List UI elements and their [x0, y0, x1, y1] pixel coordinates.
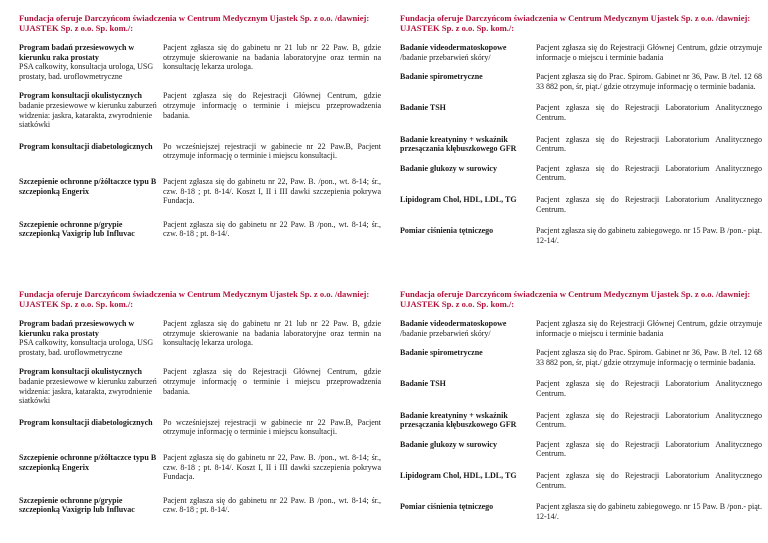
service-subtitle: /badanie przebarwień skóry/	[400, 328, 491, 338]
service-title: Badanie TSH	[400, 103, 446, 113]
service-description: Pacjent zgłasza się do Rejestracji Laboratorium Analitycznego Centrum.	[536, 410, 762, 430]
service-title: Szczepienie ochronne p/żółtaczce typu B szczepionką Engerix	[19, 452, 157, 472]
service-title: Badanie spirometryczne	[400, 348, 483, 358]
service-description: Pacjent zgłasza się do Rejestracji Głównej Centrum, gdzie otrzymuje informację o terminie i miejscu przeprowadzenia badania.	[163, 91, 381, 120]
service-description: Pacjent zgłasza się do gabinetu nr 22 Paw. B /pon., wt. 8-14; śr., czw. 8-18 ; pt. 8-14/.	[163, 495, 381, 515]
service-row	[400, 164, 766, 183]
service-row	[400, 319, 766, 338]
service-row	[19, 453, 385, 482]
service-description: Pacjent zgłasza się do Rejestracji Laboratorium Analitycznego Centrum.	[536, 134, 762, 154]
service-title: Program konsultacji diabetologicznych	[19, 141, 153, 151]
service-description: Pacjent zgłasza się do Rejestracji Laboratorium Analitycznego Centrum.	[536, 439, 762, 459]
service-description: Po wcześniejszej rejestracji w gabinecie nr 22 Paw.B, Pacjent otrzymuje informację o terminie i miejscu konsultacji.	[163, 141, 381, 161]
service-row	[400, 502, 766, 521]
service-subtitle: PSA całkowity, konsultacja urologa, USG prostaty, bad. uroflowmetryczne	[19, 338, 154, 357]
service-subtitle: /badanie przebarwień skóry/	[400, 52, 491, 62]
service-subtitle: badanie przesiewowe w kierunku zaburzeń widzenia: jaskra, katarakta, zwyrodnienie siatkówki	[19, 100, 157, 130]
service-row	[19, 91, 385, 129]
panel-header: Fundacja oferuje Darczyńcom świadczenia w Centrum Medycznym Ujastek Sp. z o.o. /dawniej: UJASTEK Sp. z o.o. Sp. kom./:	[400, 13, 751, 33]
service-row	[19, 367, 385, 405]
service-row	[19, 220, 385, 239]
service-description: Pacjent zgłasza się do gabinetu nr 22, Paw. B. /pon., wt. 8-14; śr., czw. 8-18 ; pt. 8-14/. Koszt I, II i III dawki szczepienia pokrywa Fundacja.	[163, 452, 381, 482]
panel-top-right	[400, 13, 766, 251]
service-title: Program konsultacji diabetologicznych	[19, 417, 153, 427]
service-row	[400, 379, 766, 398]
service-row	[19, 43, 385, 81]
service-row	[19, 496, 385, 515]
service-row	[19, 142, 385, 161]
service-row	[400, 411, 766, 430]
service-description: Pacjent zgłasza się do Rejestracji Laboratorium Analitycznego Centrum.	[536, 470, 762, 490]
service-title: Badanie spirometryczne	[400, 72, 483, 82]
service-row	[19, 418, 385, 437]
service-description: Pacjent zgłasza się do Rejestracji Laboratorium Analitycznego Centrum.	[536, 379, 762, 398]
service-description: Pacjent zgłasza się do gabinetu nr 22 Paw. B /pon., wt. 8-14; śr., czw. 8-18 ; pt. 8-14/.	[163, 219, 381, 239]
service-subtitle: PSA całkowity, konsultacja urologa, USG prostaty, bad. uroflowmetryczne	[19, 62, 154, 81]
service-subtitle: badanie przesiewowe w kierunku zaburzeń widzenia: jaskra, katarakta, zwyrodnienie siatkówki	[19, 376, 157, 406]
service-row	[400, 471, 766, 490]
service-description: Pacjent zgłasza się do gabinetu zabiegowego. nr 15 Paw. B /pon.- piąt. 12-14/.	[536, 502, 762, 521]
service-title: Badanie TSH	[400, 379, 446, 389]
service-title: Program konsultacji okulistycznych	[19, 91, 142, 101]
service-description: Pacjent zgłasza się do Prac. Spirom. Gabinet nr 36, Paw. B /tel. 12 68 33 882 pon, śr, piąt./ gdzie otrzymuje informację o terminie badania.	[536, 72, 762, 91]
service-row	[400, 43, 766, 62]
service-row	[400, 103, 766, 122]
service-title: Lipidogram Chol, HDL, LDL, TG	[400, 194, 517, 204]
service-title: Badanie videodermatoskopowe	[400, 319, 507, 328]
panel-header: Fundacja oferuje Darczyńcom świadczenia w Centrum Medycznym Ujastek Sp. z o.o. /dawniej: UJASTEK Sp. z o.o. Sp. kom./:	[400, 289, 751, 309]
service-description: Pacjent zgłasza się do Rejestracji Głównej Centrum, gdzie otrzymuje informacje o miejscu i terminie badania	[536, 43, 762, 62]
service-description: Pacjent zgłasza się do Rejestracji Laboratorium Analitycznego Centrum.	[536, 103, 762, 122]
service-title: Program badań przesiewowych w kierunku raka prostaty	[19, 43, 135, 62]
service-row	[400, 195, 766, 214]
service-title: Szczepienie ochronne p/żółtaczce typu B szczepionką Engerix	[19, 176, 157, 196]
service-title: Szczepienie ochronne p/grypie szczepionką Vaxigrip lub Influvac	[19, 495, 135, 515]
service-row	[400, 440, 766, 459]
service-row	[400, 226, 766, 245]
service-title: Program konsultacji okulistycznych	[19, 367, 142, 377]
service-row	[19, 177, 385, 206]
service-description: Pacjent zgłasza się do Rejestracji Laboratorium Analitycznego Centrum.	[536, 194, 762, 214]
service-title: Szczepienie ochronne p/grypie szczepionką Vaxigrip lub Influvac	[19, 219, 135, 239]
service-title: Program badań przesiewowych w kierunku raka prostaty	[19, 319, 135, 338]
service-title: Lipidogram Chol, HDL, LDL, TG	[400, 470, 517, 480]
service-description: Pacjent zgłasza się do gabinetu zabiegowego. nr 15 Paw. B /pon.- piąt. 12-14/.	[536, 226, 762, 245]
panel-bottom-left	[19, 289, 385, 521]
service-title: Badanie kreatyniny + wskaźnik przesączania kłębuszkowego GFR	[400, 410, 517, 430]
service-description: Pacjent zgłasza się do Rejestracji Głównej Centrum, gdzie otrzymuje informacje o miejscu i terminie badania	[536, 319, 762, 338]
service-description: Pacjent zgłasza się do gabinetu nr 21 lub nr 22 Paw. B, gdzie otrzymuje skierowanie na badania laboratoryjne oraz termin na konsultację lekarza urologa.	[163, 319, 381, 348]
panel-bottom-right	[400, 289, 766, 527]
service-title: Badanie videodermatoskopowe	[400, 43, 507, 52]
service-description: Pacjent zgłasza się do gabinetu nr 21 lub nr 22 Paw. B, gdzie otrzymuje skierowanie na badania laboratoryjne oraz termin na konsultację lekarza urologa.	[163, 43, 381, 72]
panel-top-left	[19, 13, 385, 245]
service-row	[400, 135, 766, 154]
panel-header: Fundacja oferuje Darczyńcom świadczenia w Centrum Medycznym Ujastek Sp. z o.o. /dawniej: UJASTEK Sp. z o.o. Sp. kom./:	[19, 289, 370, 309]
service-description: Pacjent zgłasza się do gabinetu nr 22, Paw. B. /pon., wt. 8-14; śr., czw. 8-18 ; pt. 8-14/. Koszt I, II i III dawki szczepienia pokrywa Fundacja.	[163, 176, 381, 206]
service-title: Badanie glukozy w surowicy	[400, 163, 497, 173]
service-description: Po wcześniejszej rejestracji w gabinecie nr 22 Paw.B, Pacjent otrzymuje informację o terminie i miejscu konsultacji.	[163, 417, 381, 437]
service-title: Badanie glukozy w surowicy	[400, 439, 497, 449]
service-row	[400, 348, 766, 367]
service-description: Pacjent zgłasza się do Rejestracji Głównej Centrum, gdzie otrzymuje informację o terminie i miejscu przeprowadzenia badania.	[163, 367, 381, 396]
service-row	[400, 72, 766, 91]
service-title: Badanie kreatyniny + wskaźnik przesączania kłębuszkowego GFR	[400, 134, 517, 154]
service-title: Pomiar ciśnienia tętniczego	[400, 226, 494, 236]
service-row	[19, 319, 385, 357]
panel-header: Fundacja oferuje Darczyńcom świadczenia w Centrum Medycznym Ujastek Sp. z o.o. /dawniej: UJASTEK Sp. z o.o. Sp. kom./:	[19, 13, 370, 33]
service-description: Pacjent zgłasza się do Rejestracji Laboratorium Analitycznego Centrum.	[536, 163, 762, 183]
service-title: Pomiar ciśnienia tętniczego	[400, 502, 494, 512]
service-description: Pacjent zgłasza się do Prac. Spirom. Gabinet nr 36, Paw. B /tel. 12 68 33 882 pon, śr, piąt./ gdzie otrzymuje informację o terminie badania.	[536, 348, 762, 367]
